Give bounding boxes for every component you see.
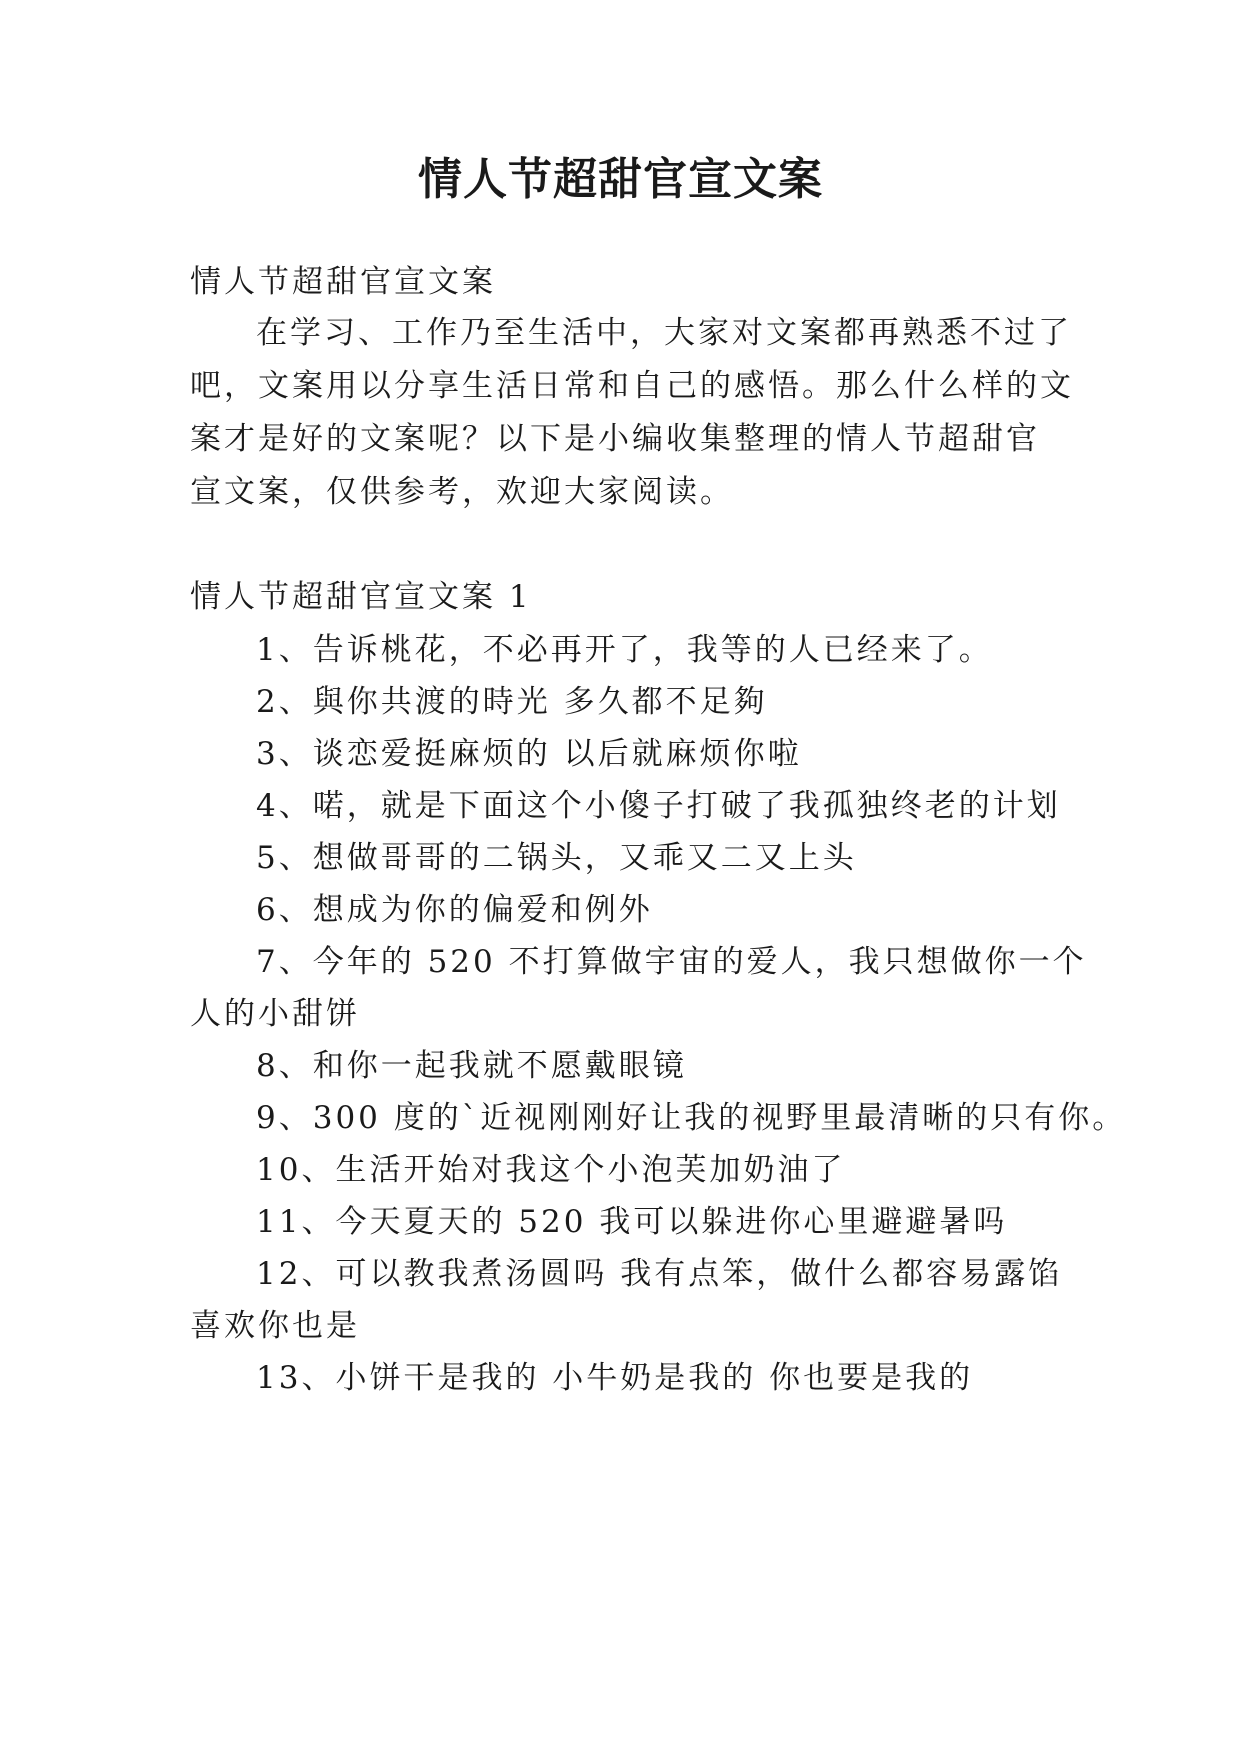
list-item: 5、想做哥哥的二锅头，又乖又二又上头 [256,840,857,876]
list-item: 6、想成为你的偏爱和例外 [256,892,653,928]
list-item: 9、300 度的`近视刚刚好让我的视野里最清晰的只有你。 [256,1100,1127,1136]
list-item: 12、可以教我煮汤圆吗 我有点笨，做什么都容易露馅 [256,1256,1063,1292]
list-item-continuation: 喜欢你也是 [190,1308,360,1344]
intro-line-1: 在学习、工作乃至生活中，大家对文案都再熟悉不过了 [256,315,1072,351]
list-item: 13、小饼干是我的 小牛奶是我的 你也要是我的 [256,1360,974,1396]
list-item: 8、和你一起我就不愿戴眼镜 [256,1048,687,1084]
intro-line-4: 宣文案，仅供参考，欢迎大家阅读。 [190,474,734,510]
list-item: 4、喏，就是下面这个小傻子打破了我孤独终老的计划 [256,788,1061,824]
intro-line-2: 吧，文案用以分享生活日常和自己的感悟。那么什么样的文 [190,368,1074,404]
section-heading: 情人节超甜官宣文案 1 [190,579,532,615]
list-item: 2、與你共渡的時光 多久都不足夠 [256,684,768,720]
list-item: 1、告诉桃花，不必再开了，我等的人已经来了。 [256,632,993,668]
document-title: 情人节超甜官宣文案 [418,154,823,205]
intro-line-3: 案才是好的文案呢？以下是小编收集整理的情人节超甜官 [190,421,1040,457]
list-item: 11、今天夏天的 520 我可以躲进你心里避避暑吗 [256,1204,1008,1240]
subtitle: 情人节超甜官宣文案 [190,264,496,300]
list-item: 10、生活开始对我这个小泡芙加奶油了 [256,1152,846,1188]
list-item-continuation: 人的小甜饼 [190,996,360,1032]
list-item: 3、谈恋爱挺麻烦的 以后就麻烦你啦 [256,736,802,772]
list-item: 7、今年的 520 不打算做宇宙的爱人，我只想做你一个 [256,944,1087,980]
